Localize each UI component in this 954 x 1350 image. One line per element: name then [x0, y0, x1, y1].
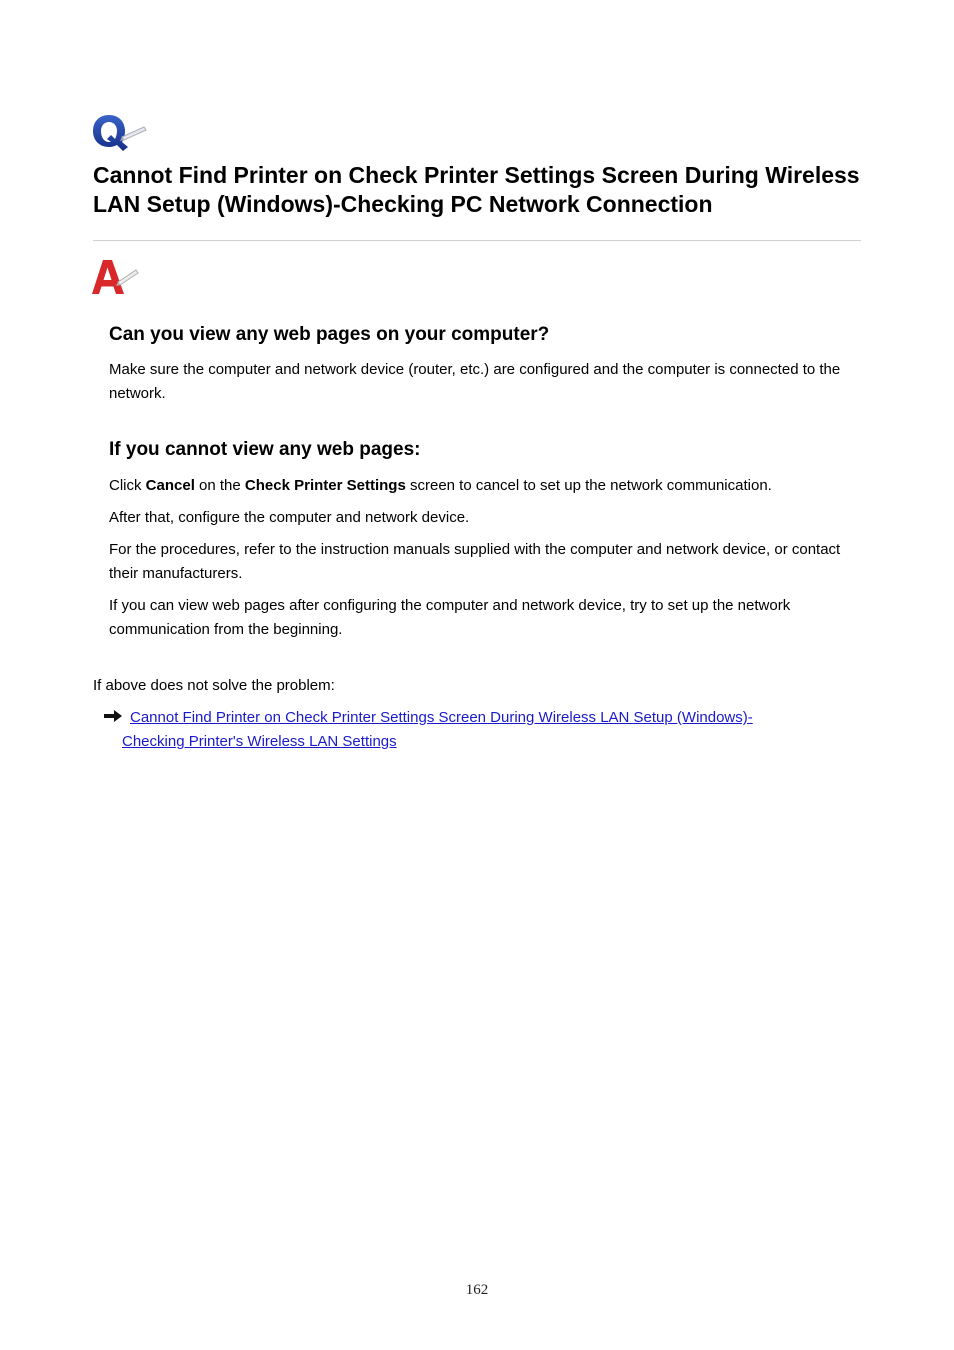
title-divider: [93, 240, 861, 241]
answer-a-icon: [92, 258, 140, 298]
page-number: 162: [465, 1282, 489, 1298]
instruction-paragraph: [109, 474, 859, 498]
link-text-line2: Checking Printer's Wireless LAN Settings: [122, 733, 397, 750]
instruction-paragraph: For the procedures, refer to the instruction manuals supplied with the computer and network device, or contact their manufacturers.: [109, 541, 841, 582]
question-q-icon: [92, 112, 148, 154]
section-cannot-view-web-pages: [109, 438, 859, 642]
related-link-row: [104, 706, 824, 754]
text-segment: on the: [194, 477, 245, 494]
link-text-line1: Cannot Find Printer on Check Printer Settings Screen During Wireless LAN Setup (Windows)-: [130, 709, 753, 726]
section-view-web-pages: [109, 323, 859, 406]
text-segment: Click: [109, 477, 146, 494]
footer-note: If above does not solve the problem:: [93, 677, 335, 694]
instruction-paragraph: After that, configure the computer and network device.: [109, 509, 470, 526]
instruction-paragraph: If you can view web pages after configuring the computer and network device, try to set up the network communication from the beginning.: [109, 597, 791, 638]
page-title: Cannot Find Printer on Check Printer Settings Screen During Wireless LAN Setup (Windows)-Checking PC Network Connection: [93, 162, 860, 217]
section-body: Make sure the computer and network device (router, etc.) are configured and the computer is connected to the network.: [109, 361, 841, 402]
check-printer-settings-term: Check Printer Settings: [244, 477, 406, 494]
section-heading: If you cannot view any web pages:: [109, 439, 421, 460]
text-segment: screen to cancel to set up the network communication.: [405, 477, 772, 494]
cancel-term: Cancel: [145, 477, 195, 494]
section-heading: Can you view any web pages on your computer?: [109, 324, 550, 345]
related-article-link[interactable]: [104, 709, 824, 754]
right-arrow-icon: [104, 710, 122, 722]
